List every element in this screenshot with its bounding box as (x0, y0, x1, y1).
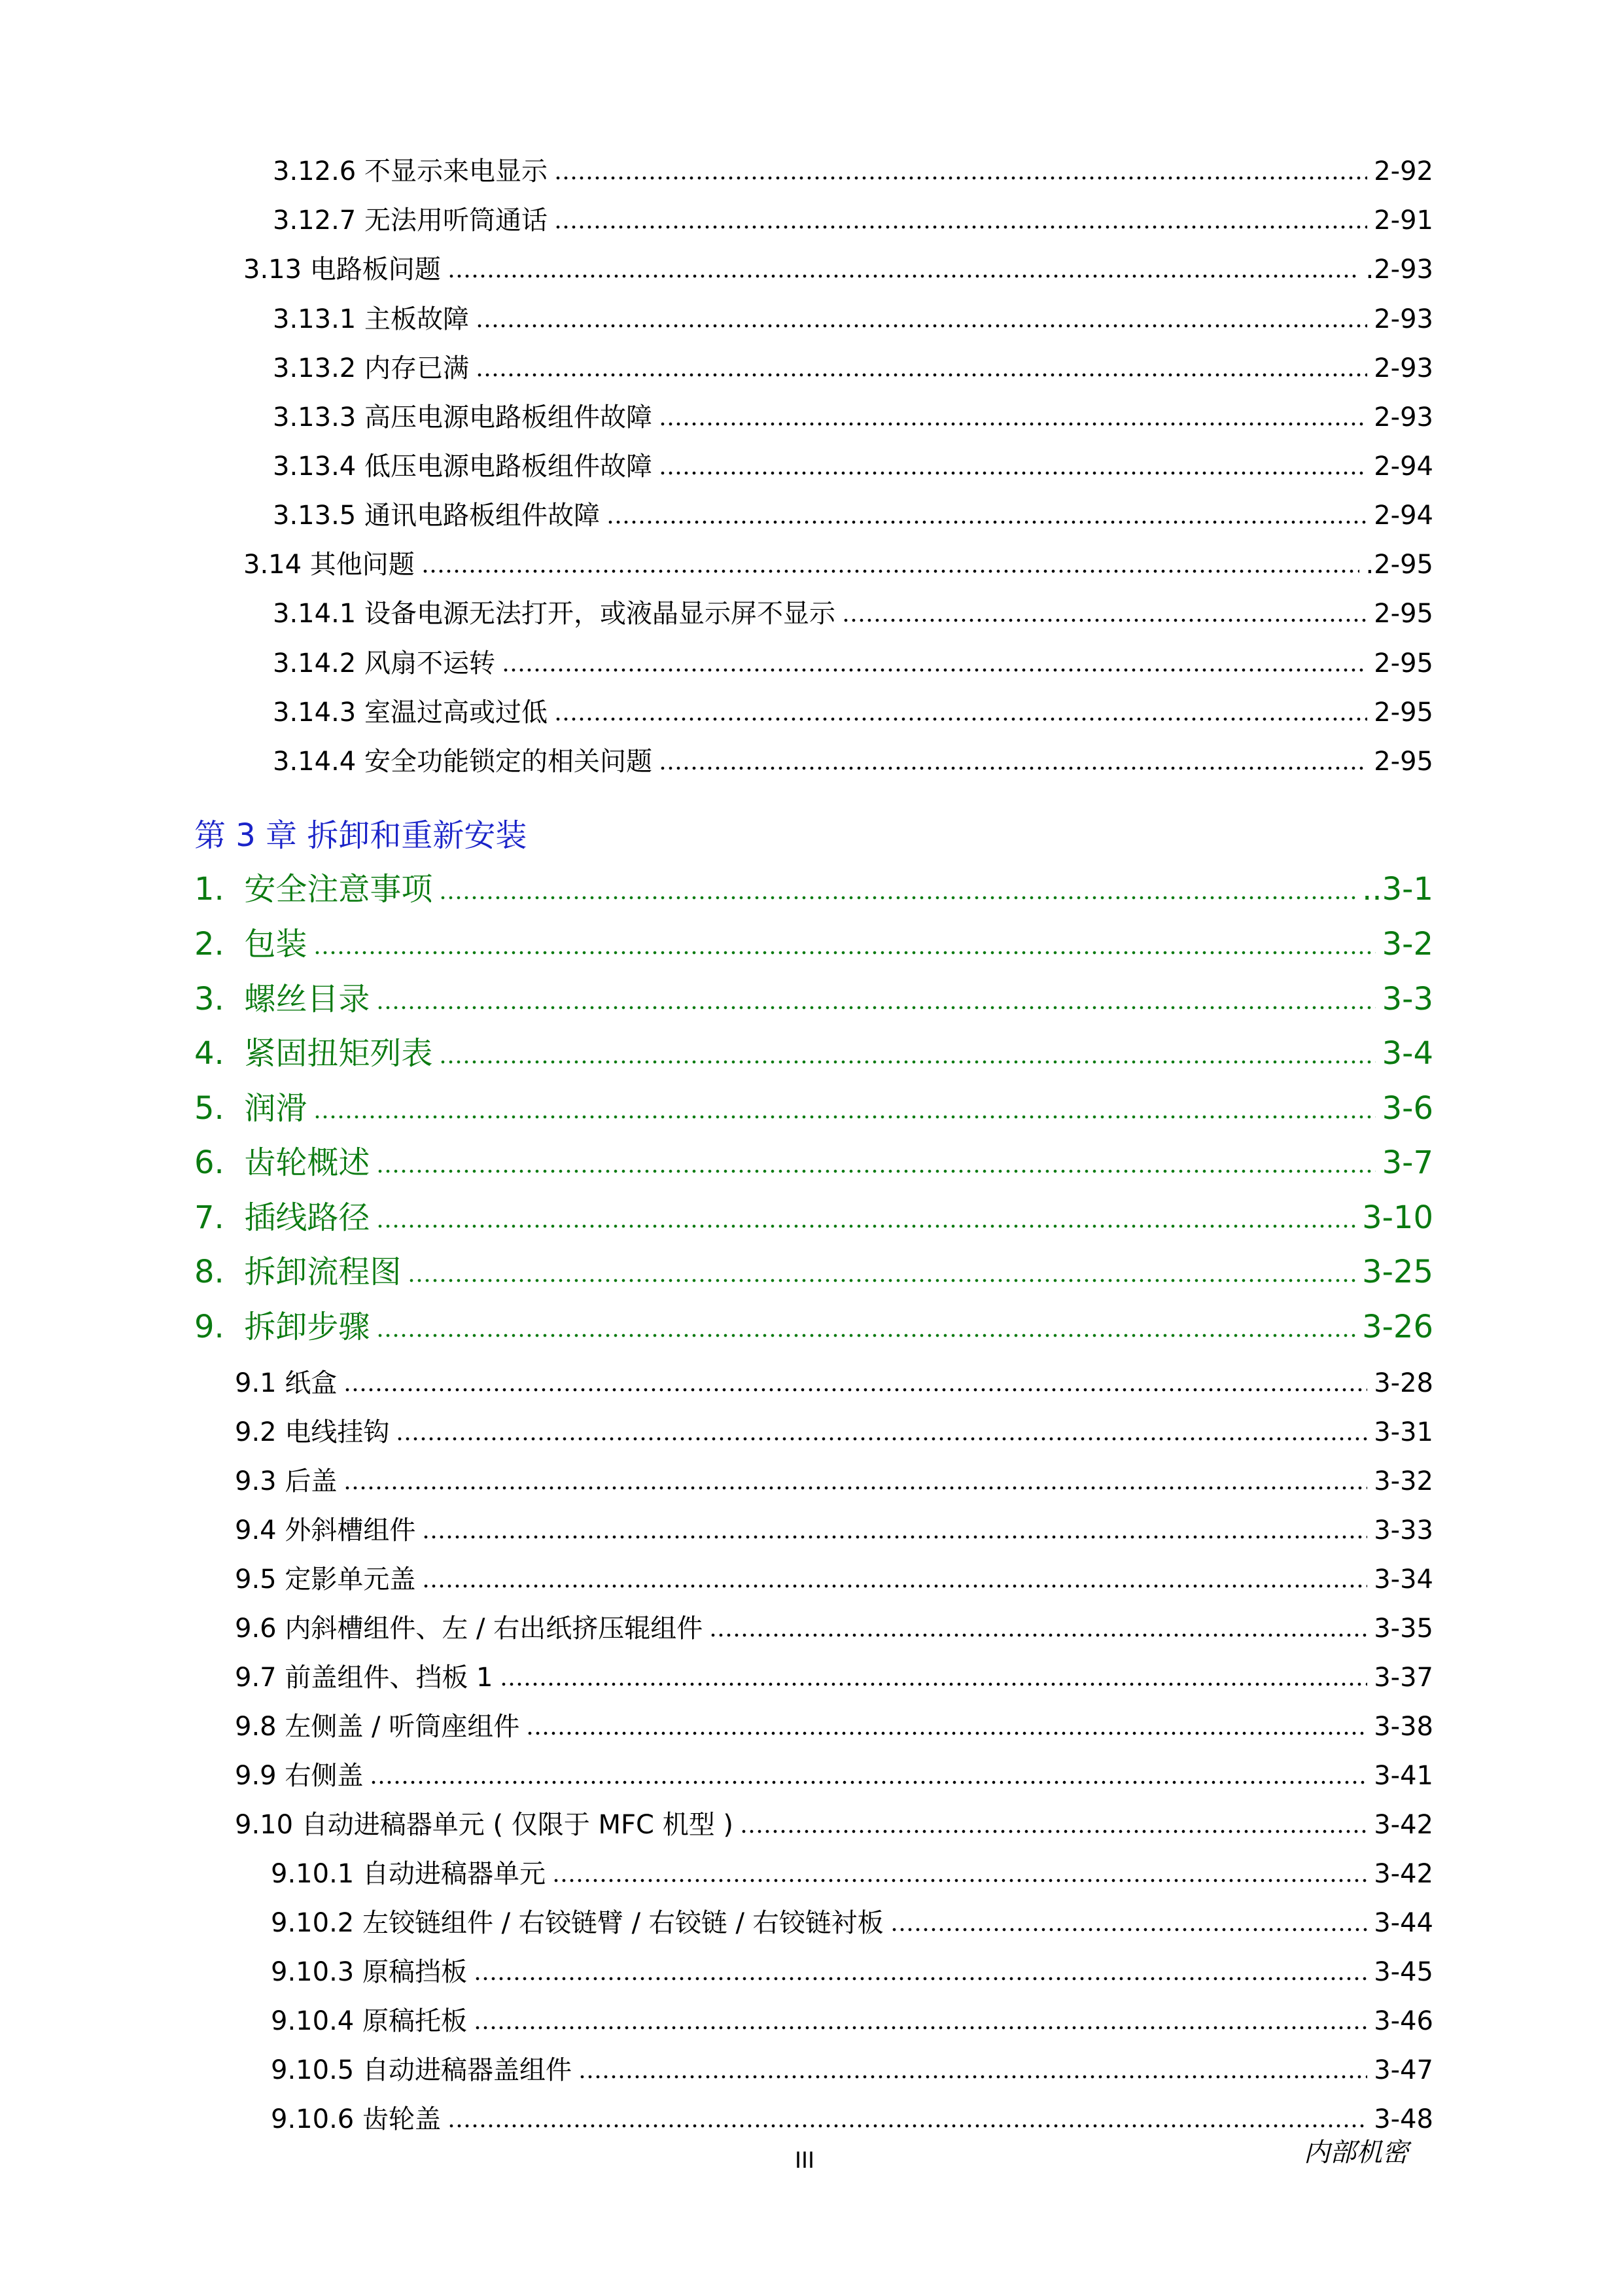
toc-section[interactable] (194, 1301, 1433, 1347)
entry-page: .2-93 (1365, 255, 1433, 285)
toc-section[interactable] (194, 1028, 1433, 1073)
section-number: 4. (194, 1035, 224, 1072)
dot-leader (842, 618, 1367, 622)
toc-entry[interactable] (235, 1411, 1433, 1449)
dot-leader (474, 1977, 1367, 1981)
entry-number: 9.10.4 (271, 2006, 355, 2036)
section-title: 齿轮概述 (244, 1144, 370, 1181)
entry-page: 3-32 (1374, 1466, 1433, 1496)
entry-page: 2-95 (1374, 599, 1433, 629)
toc-entry[interactable] (271, 1902, 1433, 1939)
entry-page: 3-31 (1374, 1417, 1433, 1447)
dot-leader (439, 896, 1355, 900)
dot-leader (554, 176, 1367, 180)
dot-leader (313, 951, 1375, 955)
toc-entry[interactable] (273, 741, 1433, 778)
entry-number: 9.10.5 (271, 2055, 355, 2085)
dot-leader (376, 1224, 1355, 1228)
entry-page: 2-93 (1374, 304, 1433, 334)
section-page: 3-26 (1362, 1309, 1433, 1345)
entry-number: 9.6 (235, 1614, 277, 1644)
toc-section[interactable] (194, 1137, 1433, 1182)
toc-section[interactable] (194, 919, 1433, 964)
entry-number: 9.10.6 (271, 2104, 355, 2134)
entry-title: 纸盒 (285, 1368, 338, 1398)
confidential-label: 内部机密 (1304, 2138, 1408, 2168)
entry-number: 3.14.2 (273, 648, 357, 679)
entry-number: 3.13.3 (273, 402, 357, 433)
entry-title: 电路板问题 (309, 255, 441, 285)
entry-page: 3-45 (1374, 1957, 1433, 1987)
section-number: 5. (194, 1090, 224, 1127)
dot-leader (447, 2124, 1367, 2128)
toc-entry[interactable] (271, 1951, 1433, 1988)
section-title: 螺丝目录 (244, 981, 370, 1017)
entry-title: 内存已满 (364, 353, 469, 383)
toc-entry[interactable] (271, 1853, 1433, 1890)
toc-entry[interactable] (235, 1460, 1433, 1498)
entry-number: 3.13 (243, 255, 302, 285)
dot-leader (313, 1115, 1375, 1119)
entry-title: 定影单元盖 (285, 1564, 416, 1595)
entry-title: 低压电源电路板组件故障 (364, 451, 652, 482)
entry-number: 3.12.6 (273, 156, 357, 186)
toc-section[interactable] (194, 864, 1433, 909)
entry-number: 3.13.2 (273, 353, 357, 383)
dot-leader (376, 1006, 1375, 1010)
dot-leader (408, 1279, 1355, 1282)
dot-leader (659, 422, 1367, 426)
entry-title: 后盖 (285, 1466, 338, 1496)
section-number: 6. (194, 1144, 224, 1181)
entry-title: 原稿托板 (362, 2006, 467, 2036)
entry-page: 2-94 (1374, 501, 1433, 531)
entry-page: 2-93 (1374, 353, 1433, 383)
entry-title: 风扇不运转 (364, 648, 495, 679)
dot-leader (476, 324, 1367, 328)
toc-entry[interactable] (273, 495, 1433, 532)
section-number: 7. (194, 1199, 224, 1236)
entry-page: 2-91 (1374, 205, 1433, 236)
dot-leader (578, 2075, 1367, 2079)
entry-number: 9.10 (235, 1810, 294, 1840)
entry-number: 9.1 (235, 1368, 277, 1398)
toc-section[interactable] (194, 1192, 1433, 1237)
entry-number: 3.14.1 (273, 599, 357, 629)
dot-leader (422, 1535, 1367, 1539)
section-number: 3. (194, 981, 224, 1017)
toc-entry[interactable] (271, 2000, 1433, 2038)
entry-number: 3.14.3 (273, 698, 357, 728)
entry-number: 9.4 (235, 1515, 277, 1545)
entry-title: 左侧盖 / 听筒座组件 (285, 1712, 520, 1742)
entry-title: 原稿挡板 (362, 1957, 467, 1987)
entry-page: 3-46 (1374, 2006, 1433, 2036)
dot-leader (376, 1333, 1355, 1337)
section-number: 2. (194, 926, 224, 963)
toc-entry[interactable] (243, 249, 1433, 286)
entry-page: 3-35 (1374, 1614, 1433, 1644)
entry-page: 3-42 (1374, 1859, 1433, 1889)
entry-number: 3.12.7 (273, 205, 357, 236)
section-title: 拆卸流程图 (244, 1254, 402, 1290)
toc-entry[interactable] (235, 1804, 1433, 1841)
entry-title: 高压电源电路板组件故障 (364, 402, 652, 433)
section-page: 3-3 (1382, 981, 1433, 1017)
toc-entry[interactable] (235, 1510, 1433, 1547)
entry-title: 安全功能锁定的相关问题 (364, 747, 652, 777)
toc-entry[interactable] (273, 446, 1433, 483)
page-number: III (795, 2147, 815, 2174)
toc-entry[interactable] (273, 298, 1433, 336)
section-title: 紧固扭矩列表 (244, 1035, 433, 1072)
entry-title: 右侧盖 (285, 1761, 364, 1791)
entry-title: 齿轮盖 (362, 2104, 441, 2134)
dot-leader (439, 1060, 1375, 1064)
entry-page: 3-42 (1374, 1810, 1433, 1840)
dot-leader (500, 1682, 1368, 1686)
toc-entry[interactable] (243, 544, 1433, 581)
section-title: 包装 (244, 926, 307, 963)
dot-leader (376, 1169, 1375, 1173)
entry-page: 3-47 (1374, 2055, 1433, 2085)
entry-title: 自动进稿器单元 (362, 1859, 546, 1889)
entry-number: 9.9 (235, 1761, 277, 1791)
entry-title: 前盖组件、挡板 1 (285, 1663, 493, 1693)
entry-number: 9.10.2 (271, 1908, 355, 1938)
toc-entry[interactable] (235, 1608, 1433, 1645)
dot-leader (890, 1928, 1368, 1932)
entry-title: 室温过高或过低 (364, 698, 548, 728)
entry-number: 9.10.1 (271, 1859, 355, 1889)
toc-entry[interactable] (271, 2098, 1433, 2136)
entry-number: 3.14.4 (273, 747, 357, 777)
entry-title: 内斜槽组件、左 / 右出纸挤压辊组件 (285, 1614, 703, 1644)
section-page: ..3-1 (1362, 871, 1433, 908)
toc-entry[interactable] (235, 1362, 1433, 1400)
entry-title: 主板故障 (364, 304, 469, 334)
entry-page: 3-33 (1374, 1515, 1433, 1545)
section-title: 安全注意事项 (244, 871, 433, 908)
entry-number: 9.3 (235, 1466, 277, 1496)
entry-title: 自动进稿器盖组件 (362, 2055, 572, 2085)
section-page: 3-25 (1362, 1254, 1433, 1290)
entry-page: 3-34 (1374, 1564, 1433, 1595)
toc-section[interactable] (194, 974, 1433, 1019)
section-page: 3-4 (1382, 1035, 1433, 1072)
dot-leader (422, 1584, 1367, 1588)
section-number: 8. (194, 1254, 224, 1290)
entry-page: 3-48 (1374, 2104, 1433, 2134)
entry-title: 外斜槽组件 (285, 1515, 416, 1545)
dot-leader (554, 717, 1367, 721)
dot-leader (421, 569, 1359, 573)
toc-section[interactable] (194, 1083, 1433, 1128)
section-title: 润滑 (244, 1090, 307, 1127)
entry-number: 3.13.4 (273, 451, 357, 482)
toc-entry[interactable] (273, 347, 1433, 385)
dot-leader (554, 225, 1367, 229)
dot-leader (476, 373, 1367, 377)
section-number: 9. (194, 1309, 224, 1345)
dot-leader (740, 1829, 1367, 1833)
entry-number: 9.2 (235, 1417, 277, 1447)
entry-page: 2-95 (1374, 698, 1433, 728)
entry-page: 2-95 (1374, 747, 1433, 777)
entry-number: 9.8 (235, 1712, 277, 1742)
entry-title: 左铰链组件 / 右铰链臂 / 右铰链 / 右铰链衬板 (362, 1908, 884, 1938)
toc-entry[interactable] (273, 397, 1433, 434)
chapter-heading[interactable]: 第 3 章 拆卸和重新安装 (194, 817, 527, 854)
section-page: 3-10 (1362, 1199, 1433, 1236)
entry-title: 不显示来电显示 (364, 156, 548, 186)
dot-leader (709, 1633, 1367, 1637)
section-title: 插线路径 (244, 1199, 370, 1236)
entry-page: 3-44 (1374, 1908, 1433, 1938)
entry-number: 9.10.3 (271, 1957, 355, 1987)
entry-page: 2-93 (1374, 402, 1433, 433)
entry-page: 2-94 (1374, 451, 1433, 482)
toc-section[interactable] (194, 1246, 1433, 1292)
entry-title: 无法用听筒通话 (364, 205, 548, 236)
entry-number: 3.13.1 (273, 304, 357, 334)
toc-entry[interactable] (235, 1559, 1433, 1596)
entry-page: 2-92 (1374, 156, 1433, 186)
entry-title: 自动进稿器单元 ( 仅限于 MFC 机型 ) (301, 1810, 734, 1840)
entry-title: 设备电源无法打开，或液晶显示屏不显示 (364, 599, 835, 629)
dot-leader (447, 274, 1359, 278)
entry-page: 3-38 (1374, 1712, 1433, 1742)
entry-title: 其他问题 (309, 550, 415, 580)
section-page: 3-2 (1382, 926, 1433, 963)
toc-entry[interactable] (235, 1657, 1433, 1694)
dot-leader (659, 471, 1367, 475)
entry-page: 3-37 (1374, 1663, 1433, 1693)
entry-page: 3-28 (1374, 1368, 1433, 1398)
dot-leader (659, 766, 1367, 770)
section-number: 1. (194, 871, 224, 908)
dot-leader (396, 1437, 1367, 1441)
entry-page: .2-95 (1365, 550, 1433, 580)
toc-entry[interactable] (273, 200, 1433, 237)
toc-entry[interactable] (273, 150, 1433, 188)
entry-number: 9.7 (235, 1663, 277, 1693)
toc-entry[interactable] (235, 1706, 1433, 1743)
toc-entry[interactable] (235, 1755, 1433, 1792)
toc-entry[interactable] (273, 692, 1433, 729)
dot-leader (343, 1388, 1367, 1392)
dot-leader (526, 1731, 1367, 1735)
section-title: 拆卸步骤 (244, 1309, 370, 1345)
toc-entry[interactable] (271, 2049, 1433, 2087)
entry-number: 9.5 (235, 1564, 277, 1595)
entry-number: 3.13.5 (273, 501, 357, 531)
entry-page: 2-95 (1374, 648, 1433, 679)
entry-page: 3-41 (1374, 1761, 1433, 1791)
dot-leader (606, 520, 1367, 524)
section-page: 3-7 (1382, 1144, 1433, 1181)
entry-title: 通讯电路板组件故障 (364, 501, 600, 531)
dot-leader (502, 668, 1367, 672)
entry-title: 电线挂钩 (285, 1417, 390, 1447)
toc-entry[interactable] (273, 593, 1433, 630)
toc-entry[interactable] (273, 643, 1433, 680)
dot-leader (552, 1879, 1367, 1882)
dot-leader (343, 1486, 1367, 1490)
dot-leader (370, 1780, 1367, 1784)
entry-number: 3.14 (243, 550, 302, 580)
dot-leader (474, 2026, 1367, 2030)
section-page: 3-6 (1382, 1090, 1433, 1127)
